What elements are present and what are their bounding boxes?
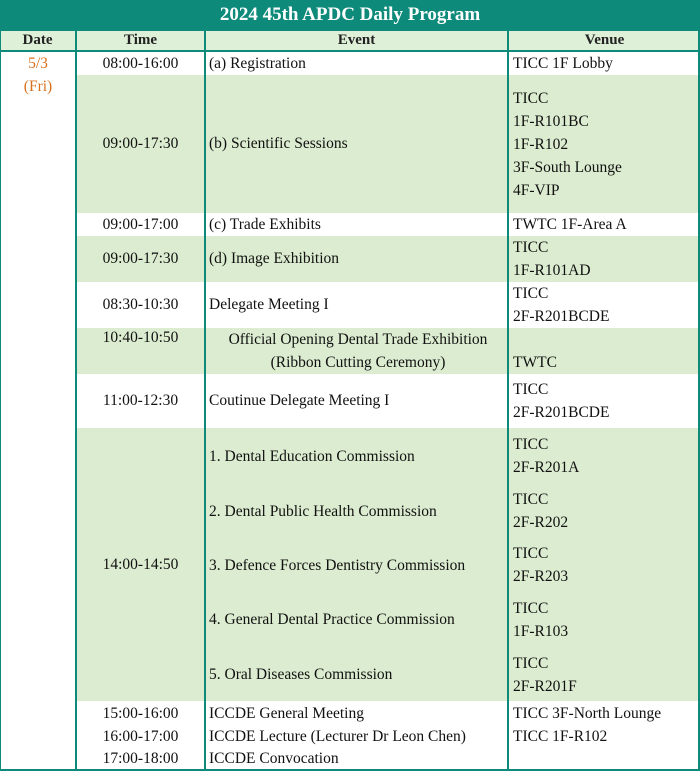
row-venue bbox=[509, 213, 700, 236]
venue-line: 1F-R101BC bbox=[513, 112, 589, 130]
venue-line: 4F-VIP bbox=[513, 181, 560, 199]
row-time: 16:00-17:00 bbox=[77, 725, 204, 748]
venue-line: 1F-R102 bbox=[513, 135, 569, 153]
venue-line: 2F-R201F bbox=[513, 678, 577, 695]
row-venue bbox=[509, 282, 700, 328]
event-column-divider bbox=[507, 29, 509, 771]
venue-line: TWTC bbox=[513, 354, 557, 371]
commission-venue bbox=[509, 597, 700, 643]
commission-event: 4. General Dental Practice Commission bbox=[209, 610, 455, 628]
commission-event: 1. Dental Education Commission bbox=[209, 447, 415, 465]
row-event: Delegate Meeting I bbox=[206, 282, 507, 328]
venue-line: TICC bbox=[513, 381, 549, 398]
date-column-divider bbox=[75, 29, 77, 771]
venue-line: TICC bbox=[513, 285, 549, 302]
row-time: 08:30-10:30 bbox=[77, 282, 204, 328]
commission-event: 2. Dental Public Health Commission bbox=[209, 502, 437, 520]
row-event: Coutinue Delegate Meeting I bbox=[206, 374, 507, 428]
row-venue: TICC 3F-North Lounge bbox=[509, 702, 700, 725]
venue-line: 2F-R201BCDE bbox=[513, 308, 610, 325]
header-bottom-border bbox=[0, 50, 700, 52]
row-event: ICCDE Convocation bbox=[206, 748, 507, 770]
venue-line: TICC bbox=[513, 545, 549, 562]
venue-line: TWTC 1F-Area A bbox=[513, 216, 627, 233]
row-venue: TICC 1F-R102 bbox=[509, 725, 700, 748]
header-date: Date bbox=[0, 31, 75, 50]
row-venue bbox=[509, 748, 700, 770]
venue-line: TICC 1F Lobby bbox=[513, 55, 613, 72]
row-venue bbox=[509, 236, 700, 282]
date-weekday: (Fri) bbox=[23, 78, 53, 95]
commission-venue bbox=[509, 433, 700, 479]
venue-line: 2F-R201A bbox=[513, 459, 580, 476]
commission-event: 3. Defence Forces Dentistry Commission bbox=[209, 556, 466, 574]
venue-line: TICC bbox=[513, 655, 549, 672]
time-column-divider bbox=[204, 29, 206, 771]
program-title: 2024 45th APDC Daily Program bbox=[0, 0, 700, 29]
venue-line: 2F-R203 bbox=[513, 568, 569, 585]
header-venue: Venue bbox=[509, 31, 700, 50]
commissions-time: 14:00-14:50 bbox=[77, 428, 204, 701]
commission-venue bbox=[509, 542, 700, 588]
row-event: (c) Trade Exhibits bbox=[206, 213, 507, 236]
venue-line: 1F-R101AD bbox=[513, 262, 591, 279]
row-venue bbox=[509, 374, 700, 428]
row-time: 17:00-18:00 bbox=[77, 748, 204, 770]
venue-line: TICC bbox=[513, 491, 549, 508]
date-cell bbox=[0, 52, 76, 98]
row-time: 09:00-17:30 bbox=[77, 75, 204, 213]
header-top-border bbox=[0, 29, 700, 31]
venue-line: 1F-R103 bbox=[513, 623, 569, 640]
row-event: (a) Registration bbox=[206, 52, 507, 75]
commission-venue bbox=[509, 652, 700, 698]
row-time: 08:00-16:00 bbox=[77, 52, 204, 75]
row-time: 10:40-10:50 bbox=[77, 328, 204, 374]
header-event: Event bbox=[206, 31, 507, 50]
row-venue bbox=[509, 52, 700, 75]
row-venue bbox=[509, 328, 700, 374]
commission-venue bbox=[509, 488, 700, 534]
row-time: 09:00-17:00 bbox=[77, 213, 204, 236]
header-time: Time bbox=[77, 31, 204, 50]
left-border bbox=[0, 29, 1, 771]
venue-line: 2F-R201BCDE bbox=[513, 404, 610, 421]
venue-line: 2F-R202 bbox=[513, 514, 569, 531]
venue-line: 3F-South Lounge bbox=[513, 158, 622, 176]
row-event: ICCDE General Meeting bbox=[206, 702, 507, 725]
event-line: Official Opening Dental Trade Exhibition bbox=[228, 331, 488, 348]
row-time: 11:00-12:30 bbox=[77, 374, 204, 428]
row-time: 15:00-16:00 bbox=[77, 702, 204, 725]
commission-event: 5. Oral Diseases Commission bbox=[209, 665, 393, 683]
row-event: ICCDE Lecture (Lecturer Dr Leon Chen) bbox=[206, 725, 507, 748]
venue-line: TICC bbox=[513, 89, 549, 107]
row-event bbox=[206, 328, 507, 374]
venue-line: TICC bbox=[513, 436, 549, 453]
event-line: (Ribbon Cutting Ceremony) bbox=[270, 354, 446, 371]
venue-line: TICC bbox=[513, 600, 549, 617]
row-event: (d) Image Exhibition bbox=[206, 236, 507, 282]
row-time: 09:00-17:30 bbox=[77, 236, 204, 282]
row-event: (b) Scientific Sessions bbox=[206, 75, 507, 213]
venue-line: TICC bbox=[513, 239, 549, 256]
row-venue bbox=[509, 75, 700, 213]
date-day: 5/3 bbox=[28, 55, 48, 72]
